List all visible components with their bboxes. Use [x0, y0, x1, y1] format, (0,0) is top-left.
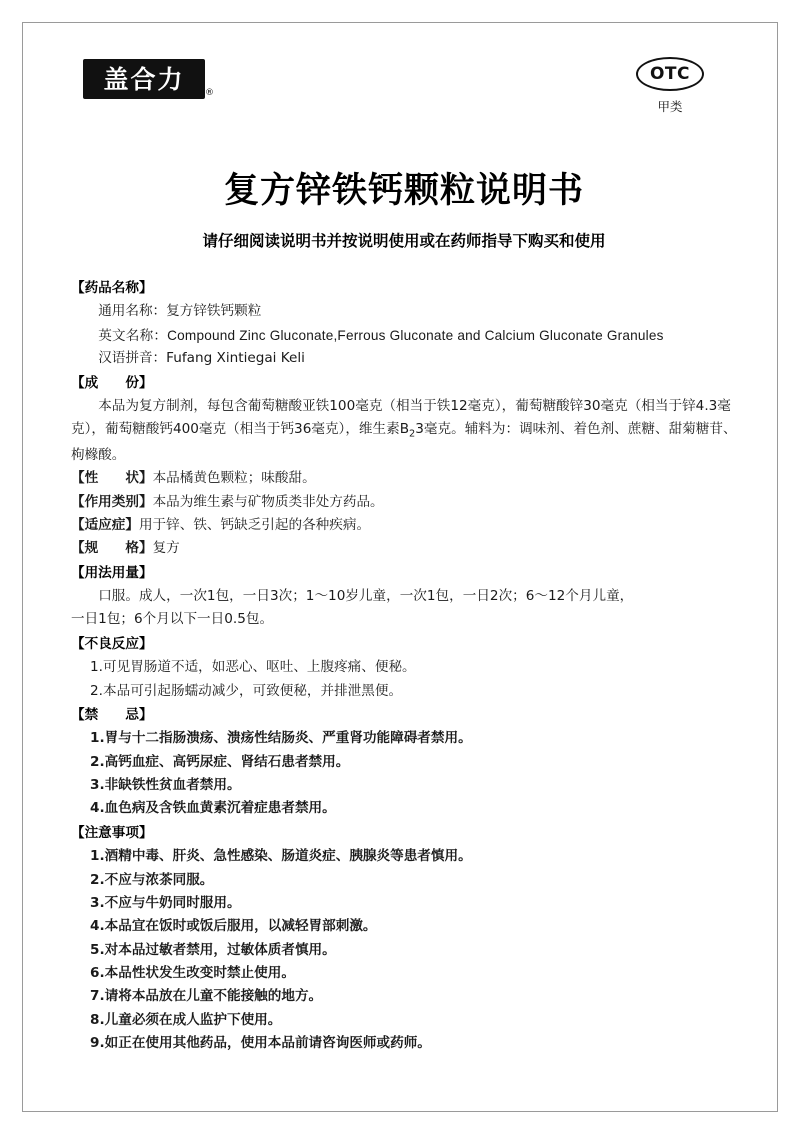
- property-text: 本品橘黄色颗粒；味酸甜。: [152, 470, 316, 487]
- dosage-line-2: 一日1包；6个月以下一日0.5包。: [71, 611, 274, 628]
- brand-logo: [83, 59, 214, 99]
- section-heading-drug-name: 【药品名称】: [71, 280, 153, 296]
- list-item: 2.不应与浓茶同服。: [90, 871, 214, 888]
- ingredients-paragraph: [71, 395, 737, 467]
- list-item: 1.酒精中毒、肝炎、急性感染、肠道炎症、胰腺炎等患者慎用。: [90, 848, 472, 865]
- section-heading-category: 【作用类别】: [71, 493, 153, 510]
- generic-name-line: 通用名称：复方锌铁钙颗粒: [98, 303, 262, 320]
- list-item: 4.本品宜在饭时或饭后服用，以减轻胃部刺激。: [90, 918, 377, 935]
- section-spec: [71, 537, 737, 560]
- leaflet-content: [71, 51, 737, 1056]
- ingredients-text-tail: 3毫克。辅料为：: [415, 421, 520, 438]
- section-property: [71, 467, 737, 490]
- list-item: 9.如正在使用其他药品，使用本品前请咨询医师或药师。: [90, 1035, 431, 1052]
- section-heading-property: 【性 状】: [71, 470, 153, 487]
- spec-text: 复方: [152, 540, 180, 557]
- list-item: 6.本品性状发生改变时禁止使用。: [90, 965, 295, 982]
- otc-mark: [625, 57, 715, 115]
- ingredients-text-main: 本品为复方制剂，每包含葡萄糖酸亚铁100毫克（相当于铁12毫克），葡萄糖酸锌30毫克（相当于锌4.3毫克），葡萄糖酸钙400毫克（相当于钙36毫克），维生素B: [71, 397, 731, 438]
- leaflet-body: [71, 277, 737, 1056]
- otc-badge-text: OTC: [649, 64, 691, 84]
- brand-logo-text: 盖合力: [103, 64, 185, 94]
- section-heading-dosage: 【用法用量】: [71, 564, 153, 581]
- list-item: 1.胃与十二指肠溃疡、溃疡性结肠炎、严重肾功能障碍者禁用。: [90, 730, 472, 747]
- section-category: [71, 491, 737, 514]
- otc-class-label: 甲类: [657, 99, 683, 114]
- list-item: 3.非缺铁性贫血者禁用。: [90, 777, 241, 794]
- registered-trademark-icon: ®: [205, 88, 214, 98]
- list-item: 3.不应与牛奶同时服用。: [90, 894, 241, 911]
- dosage-line-1: 口服。成人，一次1包，一日3次；1～10岁儿童，一次1包，一日2次；6～12个月儿童，: [98, 588, 634, 605]
- section-heading-contraindication: 【禁 忌】: [71, 706, 153, 723]
- page-subtitle: 请仔细阅读说明书并按说明使用或在药师指导下购买和使用: [202, 232, 606, 250]
- list-item: 1.可见胃肠道不适，如恶心、呕吐、上腹疼痛、便秘。: [90, 659, 416, 676]
- vitamin-b2-subscript: 2: [409, 428, 416, 440]
- section-indication: [71, 514, 737, 537]
- list-item: 2.本品可引起肠蠕动减少，可致便秘，并排泄黑便。: [90, 682, 403, 699]
- category-text: 本品为维生素与矿物质类非处方药品。: [152, 493, 384, 510]
- indication-text: 用于锌、铁、钙缺乏引起的各种疾病。: [138, 516, 371, 533]
- section-heading-adverse: 【不良反应】: [71, 635, 153, 652]
- list-item: 5.对本品过敏者禁用，过敏体质者慎用。: [90, 941, 336, 958]
- list-item: 2.高钙血症、高钙尿症、肾结石患者禁用。: [90, 753, 350, 770]
- list-item: 8.儿童必须在成人监护下使用。: [90, 1011, 282, 1028]
- section-heading-caution: 【注意事项】: [71, 824, 153, 841]
- list-item: 4.血色病及含铁血黄素沉着症患者禁用。: [90, 800, 336, 817]
- pinyin-line: 汉语拼音：Fufang Xintiegai Keli: [98, 350, 305, 367]
- ingredients-text-excipients: 调味剂、着色剂、蔗糖、甜菊糖苷、枸橼酸。: [71, 421, 737, 463]
- leaflet-sheet: [22, 22, 778, 1112]
- leaflet-header: [71, 51, 737, 121]
- section-heading-indication: 【适应症】: [71, 516, 139, 533]
- otc-badge-icon: [636, 57, 704, 91]
- section-heading-spec: 【规 格】: [71, 540, 153, 557]
- page-title: 复方锌铁钙颗粒说明书: [223, 171, 584, 211]
- english-name-line: 英文名称：Compound Zinc Gluconate,Ferrous Gluconate and Calcium Gluconate Granules: [98, 327, 664, 343]
- list-item: 7.请将本品放在儿童不能接触的地方。: [90, 988, 323, 1005]
- section-heading-ingredients: 【成 份】: [71, 374, 153, 391]
